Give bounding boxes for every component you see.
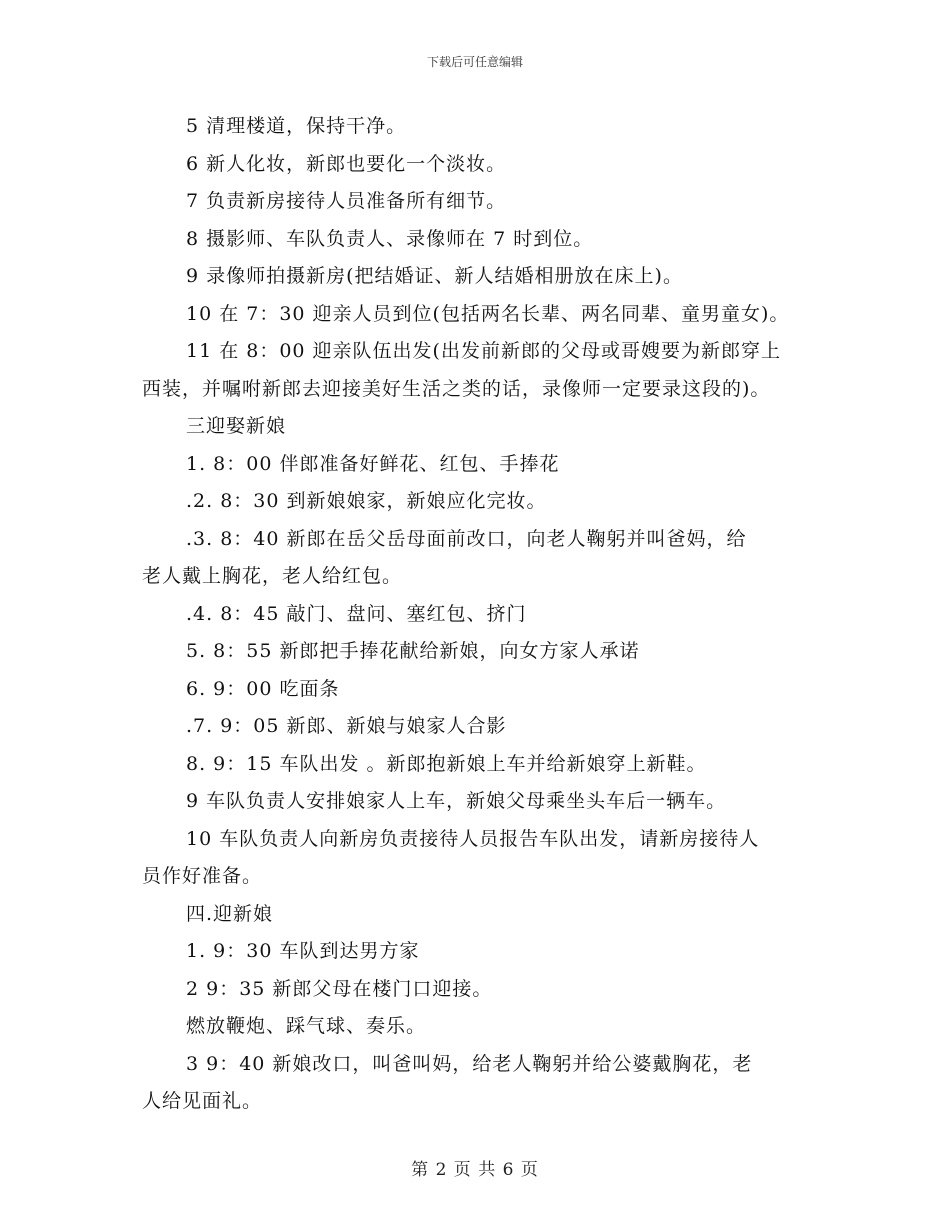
text-line: 10 在 7：30 迎亲人员到位(包括两名长辈、两名同辈、童男童女)。 [186, 302, 790, 325]
text-line: .3. 8：40 新郎在岳父岳母面前改口，向老人鞠躬并叫爸妈，给 [186, 527, 747, 550]
text-line: 1. 8：00 伴郎准备好鲜花、红包、手捧花 [186, 452, 560, 475]
page-header: 下载后可任意编辑 [426, 55, 523, 69]
text-line: 11 在 8：00 迎亲队伍出发(出发前新郎的父母或哥嫂要为新郎穿上 [186, 340, 781, 362]
text-line: 1. 9：30 车队到达男方家 [186, 940, 420, 962]
text-line: 9 车队负责人安排娘家人上车，新娘父母乘坐头车后一辆车。 [186, 790, 727, 812]
text-line: 燃放鞭炮、踩气球、奏乐。 [186, 1015, 427, 1037]
text-line: 老人戴上胸花，老人给红包。 [142, 565, 403, 587]
page-footer: 第 2 页 共 6 页 [411, 1160, 539, 1180]
text-line: 四.迎新娘 [186, 902, 274, 925]
text-line: 8. 9：15 车队出发 。新郎抱新娘上车并给新娘穿上新鞋。 [186, 752, 707, 775]
text-line: 5 清理楼道，保持干净。 [186, 115, 407, 137]
text-line: 6. 9：00 吃面条 [186, 677, 340, 700]
text-line: 员作好准备。 [142, 865, 263, 887]
text-line: 人给见面礼。 [142, 1090, 263, 1112]
text-line: 8 摄影师、车队负责人、录像师在 7 时到位。 [186, 227, 594, 250]
text-line: 2 9：35 新郎父母在楼门口迎接。 [186, 977, 493, 1000]
document-body [142, 108, 822, 1121]
text-line: 9 录像师拍摄新房(把结婚证、新人结婚相册放在床上)。 [186, 265, 683, 287]
text-line: 10 车队负责人向新房负责接待人员报告车队出发，请新房接待人 [186, 827, 760, 850]
text-line: 6 新人化妆，新郎也要化一个淡妆。 [186, 152, 507, 175]
text-line: 三迎娶新娘 [186, 415, 287, 437]
text-line: 5. 8：55 新郎把手捧花献给新娘，向女方家人承诺 [186, 640, 640, 662]
text-line: 3 9：40 新娘改口，叫爸叫妈，给老人鞠躬并给公婆戴胸花，老 [186, 1052, 753, 1075]
text-line: .4. 8：45 敲门、盘问、塞红包、挤门 [186, 602, 527, 625]
text-line: 西装，并嘱咐新郎去迎接美好生活之类的话，录像师一定要录这段的)。 [142, 377, 771, 400]
text-line: .2. 8：30 到新娘娘家，新娘应化完妆。 [186, 490, 547, 512]
text-line: 7 负责新房接待人员准备所有细节。 [186, 190, 507, 212]
text-line: .7. 9：05 新郎、新娘与娘家人合影 [186, 715, 507, 737]
